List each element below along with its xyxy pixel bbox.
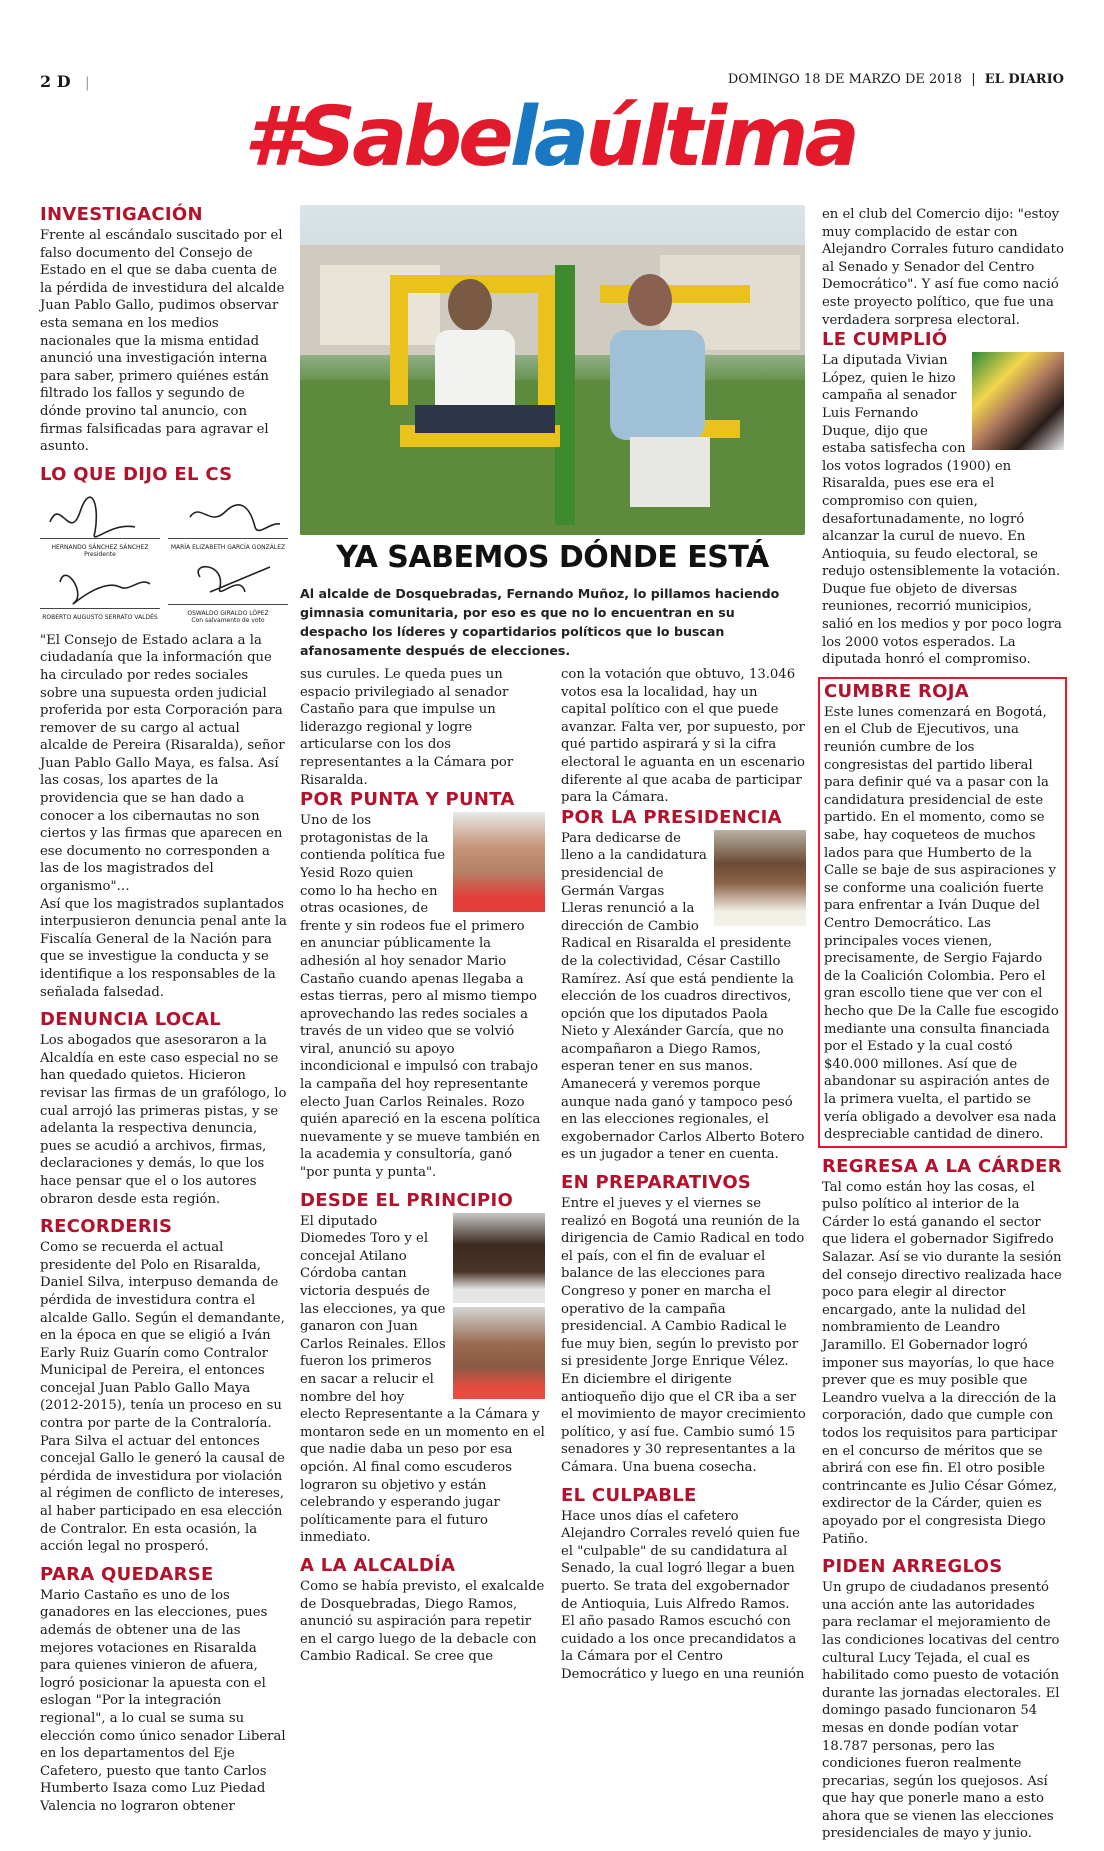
headline-recorderis: RECORDERIS [40, 1216, 173, 1238]
section-por-la-presidencia [561, 807, 806, 1164]
portrait-cordoba [453, 1307, 545, 1399]
headline-el-culpable: EL CULPABLE [561, 1484, 697, 1506]
section-piden-arreglos [822, 1556, 1064, 1843]
brand-ultima: última [585, 90, 856, 185]
portrait-rozo [453, 812, 545, 912]
headline-cumbre-roja: CUMBRE ROJA [824, 680, 969, 702]
headline-para-quedarse: PARA QUEDARSE [40, 1563, 214, 1585]
lead-headline: YA SABEMOS DÓNDE ESTÁ [336, 540, 769, 575]
column-1 [40, 204, 288, 1824]
section-le-cumplio [822, 329, 1064, 669]
issue-date: DOMINGO 18 DE MARZO DE 2018 [727, 72, 963, 87]
body-en-preparativos: Entre el jueves y el viernes se realizó en Bogotá una reunión de la dirigencia de Camio Radical en todo el país, con el fin de evaluar el balance de las elecciones para Congreso y poner en marcha el operativo de la campaña presidencial. A Cambio Radical le fue muy bien, según lo previsto por si presidente Jorge Enrique Vélez. En diciembre el dirigente antioqueño dijo que el CR iba a ser el movimiento de mayor crecimiento político, y así fue. Cambio sumó 15 senadores y 30 representantes a la Cámara. Una buena cosecha. [561, 1196, 806, 1475]
column-4 [822, 206, 1064, 1851]
section-investigacion [40, 204, 288, 456]
portrait-toro [453, 1213, 545, 1303]
headline-en-preparativos: EN PREPARATIVOS [561, 1172, 752, 1194]
section-denuncia-local [40, 1009, 288, 1208]
signature-4-role: Con salvamento de voto [191, 616, 265, 624]
body-lo-que-dijo: "El Consejo de Estado aclara a la ciudadanía que la información que ha circulado por redes sociales sobre una supuesta orden judicial proferida por esta Corporación para remover de su cargo al actual alcalde de Pereira (Risaralda), señor Juan Pablo Gallo Maya, es falsa. Así las cosas, los apartes de la providencia que se han dado a conocer a los cibernautas no son ciertos y las firmas que aparecen en ese documento no corresponden a las de los magistrados del organismo"… [40, 632, 285, 895]
headline-a-la-alcaldia: A LA ALCALDÍA [300, 1554, 456, 1576]
section-regresa [822, 1156, 1064, 1548]
body-por-la-presidencia: Para dedicarse de lleno a la candidatura presidencial de Germán Vargas Lleras renunció a la dirección de Cambio Radical en Risaralda el presidente de la colectividad, César Castillo Ramírez. Así que está pendiente la elección de los cuadros directivos, opción que los diputados Paola Nieto y Alexánder García, que no acompañaron a Diego Ramos, esperan tener en sus manos. Amanecerá y veremos porque aunque nada ganó y tampoco pesó en las elecciones regionales, el exgobernador Carlos Alberto Botero es un jugador a tener en cuenta. [561, 830, 805, 1163]
headline-piden-arreglos: PIDEN ARREGLOS [822, 1556, 1003, 1578]
body-lo-que-dijo-2: Así que los magistrados suplantados interpusieron denuncia penal ante la Fiscalía General de la Nación para que se investigue la conducta y se identifique a los responsables de la señalada falsedad. [40, 896, 287, 1000]
section-recorderis [40, 1216, 288, 1556]
headline-investigacion: INVESTIGACIÓN [40, 204, 203, 225]
page-number: 2 D [40, 72, 71, 91]
section-en-preparativos [561, 1172, 806, 1477]
column-3 [561, 666, 806, 1691]
signature-3-name: ROBERTO AUGUSTO SERRATO VALDÉS [40, 608, 160, 627]
body-denuncia-local: Los abogados que asesoraron a la Alcaldía en este caso especial no se han quedado quietos. Hicieron revisar las firmas de un grafólogo, lo cual arrojó las primeras pistas, y se adelanta la respectiva denuncia, pues se acudió a archivos, firmas, declaraciones y demás, lo que los hace pensar que el o los autores obraron desde esta región. [40, 1033, 287, 1207]
body-le-cumplio: La diputada Vivian López, quien le hizo campaña al senador Luis Fernando Duque, dijo que estaba satisfecha con los votos logrados (1900) en Risaralda, pues ese era el compromiso con quien, desafortunadamente, no logró alcanzar la curul de nuevo. En Antioquia, su feudo electoral, se redujo ostensiblemente la votación. Duque fue objeto de diversas reuniones, recorrió municipios, salió en los medios y por poco logra los 2000 votos esperados. La diputada honró el compromiso. [822, 353, 1062, 668]
lead-caption: Al alcalde de Dosquebradas, Fernando Muñoz, lo pillamos haciendo gimnasia comunitaria, por eso es que no lo encuentran en su despacho los líderes y copartidarios políticos que lo buscan afanosamente después de elecciones. [300, 586, 780, 658]
section-desde-el-principio [300, 1190, 545, 1547]
header-right [728, 72, 1064, 87]
signature-1-role: Presidente [84, 550, 116, 558]
brand-la: la [509, 90, 586, 185]
headline-lo-que-dijo: LO QUE DIJO EL CS [40, 463, 233, 485]
section-a-la-alcaldia [300, 1555, 545, 1666]
header-divider-2: | [971, 72, 976, 87]
section-cumbre-roja [818, 677, 1067, 1148]
section-por-punta [300, 789, 545, 1181]
headline-regresa: REGRESA A LA CÁRDER [822, 1155, 1062, 1177]
headline-denuncia-local: DENUNCIA LOCAL [40, 1009, 222, 1031]
body-col2-continued: sus curules. Le queda pues un espacio privilegiado al senador Castaño para que impulse un liderazgo regional y logre articularse con los dos representantes a la Cámara por Risaralda. [300, 667, 514, 788]
body-piden-arreglos: Un grupo de ciudadanos presentó una acción ante las autoridades para reclamar el mejoramiento de las condiciones locativas del centro cultural Lucy Tejada, el cual es habilitado como puesto de votación durante las jornadas electorales. El domingo pasado funcionaron 54 mesas en donde podían votar 18.787 personas, pero las condiciones fueron realmente precarias, según los quejosos. Así que hay que ponerle mano a esto ahora que se vienen las elecciones presidenciales de mayo y junio. [822, 1580, 1060, 1842]
lead-photo [300, 205, 805, 535]
body-investigacion: Frente al escándalo suscitado por el falso documento del Consejo de Estado en el que se daba cuenta de la pérdida de investidura del alcalde Juan Pablo Gallo, pudimos observar esta semana en los medios nacionales que la misma entidad anunció una investigación interna para saber, primero quiénes están filtrado los fallos y segundo de dónde provino tal anuncio, con firmas falsificadas para agravar el asunto. [40, 228, 285, 455]
brand-hash: #Sabe [244, 90, 510, 185]
paper-name: EL DIARIO [984, 72, 1064, 87]
headline-le-cumplio: LE CUMPLIÓ [822, 329, 948, 351]
section-brand [244, 88, 856, 188]
lead-photo-illustration [300, 205, 805, 535]
headline-por-punta: POR PUNTA Y PUNTA [300, 789, 515, 811]
header-divider: | [85, 75, 90, 91]
section-para-quedarse [40, 1564, 288, 1816]
body-cumbre-roja: Este lunes comenzará en Bogotá, en el Club de Ejecutivos, una reunión cumbre de los congresistas del partido liberal para definir qué va a pasar con la candidatura presidencial de este partido. En el momento, como se sabe, hay coqueteos de muchos lados para que Humberto de la Calle se baje de sus aspiraciones y se conforme una coalición fuerte para enfrentar a Iván Duque del Centro Democrático. Las principales voces vienen, precisamente, de Sergio Fajardo de la Coalición Colombia. Pero el gran escollo tiene que ver con el hecho que De la Calle fue escogido mediante una consulta financiada por el Estado y la cual costó $40.000 millones. Así que de abandonar su aspiración antes de la primera vuelta, el partido se vería obligado a devolver esa nada despreciable cantidad de dinero. [824, 704, 1059, 1143]
body-recorderis: Como se recuerda el actual presidente del Polo en Risaralda, Daniel Silva, interpuso demanda de pérdida de investidura contra el alcalde Gallo. Según el demandante, en la época en que se eligió a Iván Early Ruiz Guarín como Contralor Municipal de Pereira, el entonces concejal Juan Pablo Gallo Maya (2012-2015), tenía un proceso en su contra por parte de la Contraloría. Para Silva el actuar del entonces concejal Gallo le generó la causal de pérdida de investidura por violación al régimen de conflicto de intereses, al haber participado en esa elección de Contralor. En esta ocasión, la acción legal no prosperó. [40, 1240, 285, 1555]
body-el-culpable: Hace unos días el cafetero Alejandro Corrales reveló quien fue el "culpable" de su candidatura al Senado, la cual logró llegar a buen puerto. Se trata del exgobernador de Antioquia, Luis Alfredo Ramos. El año pasado Ramos escuchó con cuidado a los once precandidatos a la Cámara por el Centro Democrático y luego en una reunión [561, 1508, 805, 1682]
signature-4-name: OSWALDO GIRALDO LÓPEZ [168, 604, 288, 623]
body-col4-continued: en el club del Comercio dijo: "estoy muy complacido de estar con Alejandro Corrales futuro candidato al Senado y Senador del Centro Democrático". Y así fue como nació este proyecto político, que fue una verdadera sorpresa electoral. [822, 207, 1064, 328]
headline-por-la-presidencia: POR LA PRESIDENCIA [561, 806, 782, 828]
signatures-image [40, 492, 288, 622]
body-regresa: Tal como están hoy las cosas, el pulso político al interior de la Cárder lo está ganando el sector que lidera el gobernador Sigifredo Salazar. Así se vio durante la sesión del consejo directivo realizada hace poco para elegir al director encargado, ante la nulidad del nombramiento de Leandro Jaramillo. El Gobernador logró imponer sus mayorías, lo que hace prever que es muy posible que Leandro vuelva a la dirección de la corporación, dado que cumple con todos los requisitos para participar en el concurso de méritos que se abrirá con ese fin. El otro posible contrincante es Julio César Gómez, exdirector de la Cárder, quien es apoyado por el congresista Diego Patiño. [822, 1179, 1062, 1547]
body-col3-continued: con la votación que obtuvo, 13.046 votos esa la localidad, hay un capital político con el que puede avanzar. Falta ver, por supuesto, por qué partido aspirará y si la cifra electoral le aguanta en un escenario diferente al que acaba de participar para la Cámara. [561, 667, 805, 806]
body-desde-el-principio: El diputado Diomedes Toro y el concejal Atilano Córdoba cantan victoria después de las elecciones, ya que ganaron con Juan Carlos Reinales. Ellos fueron los primeros en sacar a relucir el nombre del hoy electo Representante a la Cámara y montaron sede en un momento en el que nadie daba un peso por esa opción. Al final como escuderos lograron su objetivo y están celebrando y esperando jugar políticamente para el futuro inmediato. [300, 1213, 545, 1546]
portrait-castillo [714, 830, 806, 926]
column-2 [300, 666, 545, 1674]
headline-desde-el-principio: DESDE EL PRINCIPIO [300, 1189, 514, 1211]
section-el-culpable [561, 1485, 806, 1684]
signature-1-name: HERNANDO SÁNCHEZ SÁNCHEZ [40, 538, 160, 557]
section-lo-que-dijo [40, 464, 288, 1001]
signature-2-name: MARÍA ELIZABETH GARCÍA GONZÁLEZ [168, 538, 288, 557]
body-por-punta: Uno de los protagonistas de la contienda política fue Yesid Rozo quien como lo ha hecho en otras ocasiones, de frente y sin rodeos fue el primero en anunciar públicamente la adhesión al hoy senador Mario Castaño cuando apenas llegaba a estas tierras, pero al mismo tiempo aprovechando las redes sociales a través de un video que se volvió viral, anunció su apoyo incondicional e impulsó con trabajo la campaña del hoy representante electo Juan Carlos Reinales. Rozo quién apareció en la escena política nuevamente y se mueve también en la academia y consultoría, ganó "por punta y punta". [300, 813, 541, 1181]
body-a-la-alcaldia: Como se había previsto, el exalcalde de Dosquebradas, Diego Ramos, anunció su aspiración para repetir en el cargo luego de la debacle con Cambio Radical. Se cree que [300, 1578, 545, 1665]
portrait-lopez [972, 352, 1064, 450]
body-para-quedarse: Mario Castaño es uno de los ganadores en las elecciones, pues además de obtener una de las mejores votaciones en Risaralda para quienes vinieron de afuera, logró posicionar la apuesta con el eslogan "Por la integración regional", a lo cual se suma su elección como único senador Liberal en los departamentos del Eje Cafetero, puesto que tanto Carlos Humberto Isaza como Luz Piedad Valencia no lograron obtener [40, 1587, 286, 1814]
